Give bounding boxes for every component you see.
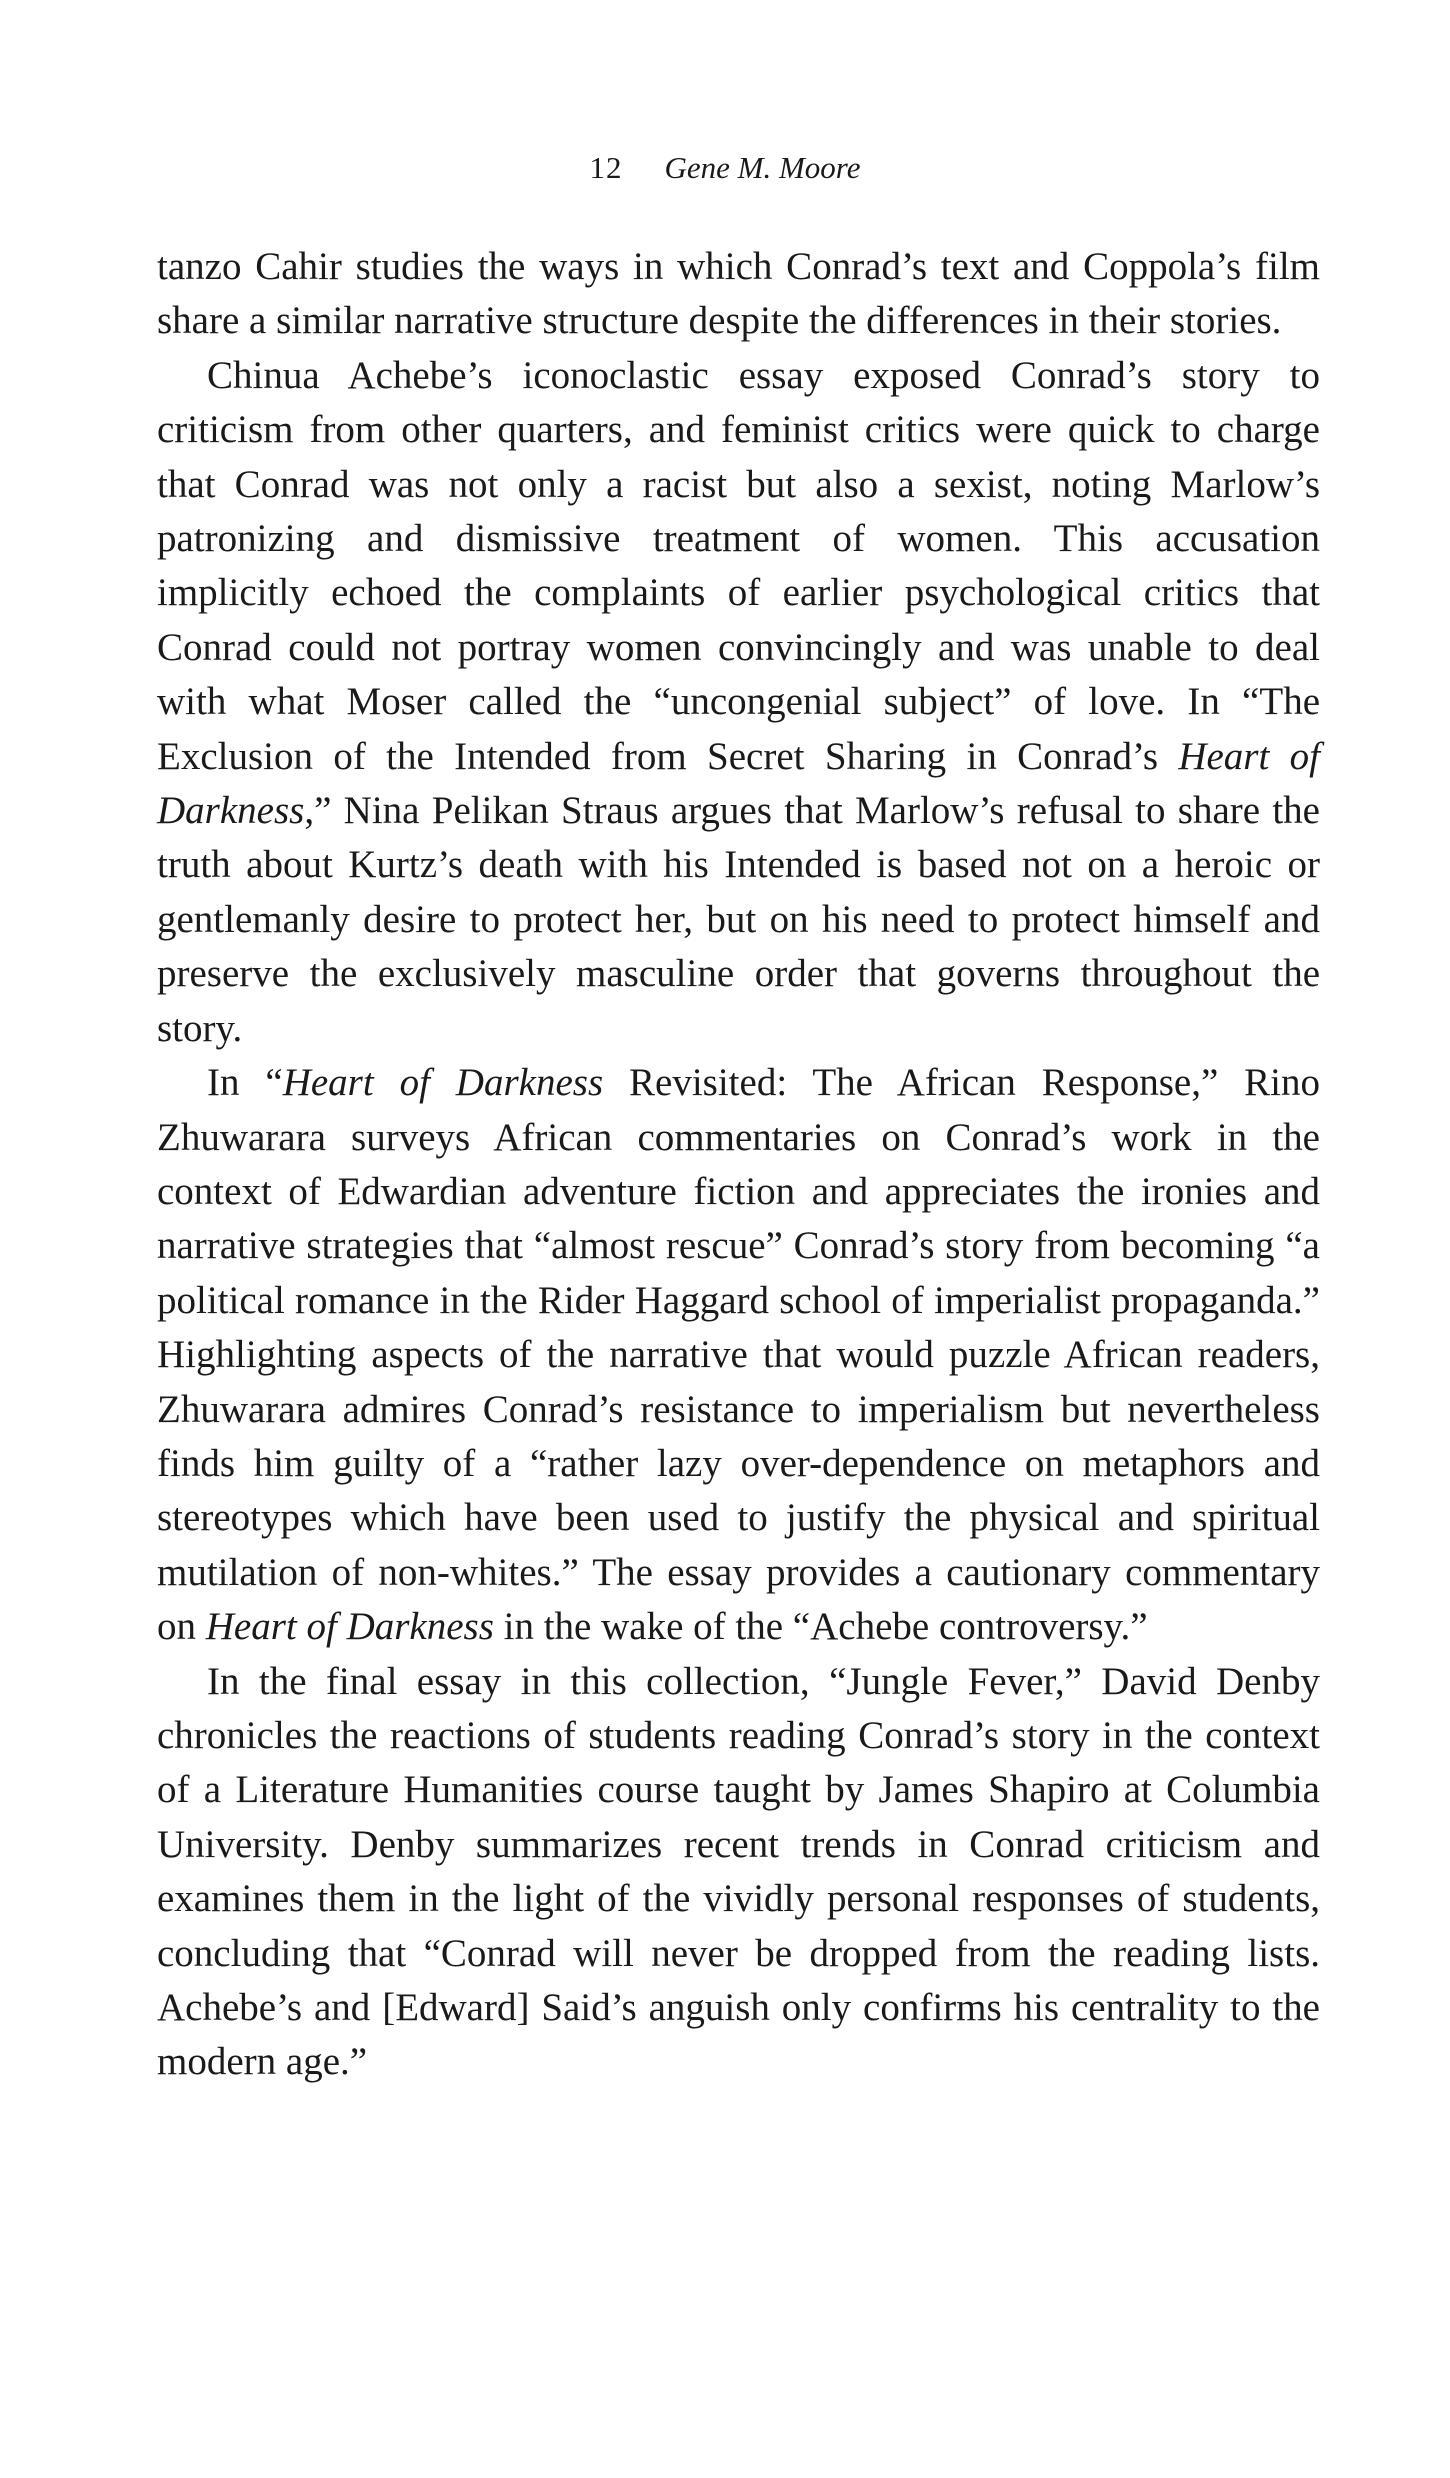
text-run: Revisited: The African Response,” Rino Zhuwarara surveys African commentaries on Conrad’s work in the context of Edwardian adventure fiction and appreciates the ironies and narrative strategies that “almost rescue” Conrad’s story from becoming “a political romance in the Rider Haggard school of imperialist propaganda.” Highlighting aspects of the narrative that would puzzle African readers, Zhuwarara admires Conrad’s resistance to imperialism but nevertheless finds him guilty of a “rather lazy over-dependence on metaphors and stereotypes which have been used to justify the physical and spiritual mutilation of non-whites.” The essay provides a cautionary commentary on (157, 1061, 1320, 1649)
page-number: 12 (589, 150, 623, 185)
italic-title: Heart of Darkness (157, 734, 1320, 833)
text-run: tanzo Cahir studies the ways in which Conrad’s text and Coppola’s film share a similar narrative structure despite the differences in their stories. (157, 245, 1320, 343)
running-head (0, 148, 1450, 188)
text-run: in the wake of the “Achebe controversy.” (493, 1605, 1148, 1649)
running-head-author: Gene M. Moore (664, 150, 861, 185)
text-run: In the final essay in this collection, “Jungle Fever,” David Denby chronicles the reactions of students reading Conrad’s story in the context of a Literature Humanities course taught by James Shapiro at Columbia University. Denby summarizes recent trends in Conrad criticism and examines them in the light of the vividly personal responses of students, concluding that “Conrad will never be dropped from the reading lists. Achebe’s and [Edward] Said’s anguish only confirms his centrality to the modern age.” (157, 1659, 1320, 2084)
paragraph (157, 1655, 1320, 2090)
italic-title: Heart of Darkness (205, 1605, 494, 1649)
body-text (157, 240, 1320, 2090)
paragraph (157, 349, 1320, 1056)
paragraph (157, 1056, 1320, 1654)
text-run: In “ (207, 1061, 283, 1105)
italic-title: Heart of Darkness (282, 1061, 604, 1105)
paragraph (157, 240, 1320, 349)
text-run: ,” Nina Pelikan Straus argues that Marlow’s refusal to share the truth about Kurtz’s death with his Intended is based not on a heroic or gentlemanly desire to protect her, but on his need to protect himself and preserve the exclusively masculine order that governs throughout the story. (157, 789, 1320, 1050)
text-run: Chinua Achebe’s iconoclastic essay exposed Conrad’s story to criticism from other quarters, and feminist critics were quick to charge that Conrad was not only a racist but also a sexist, noting Marlow’s patronizing and dismissive treatment of women. This accusation implicitly echoed the complaints of earlier psychological critics that Conrad could not portray women convincingly and was unable to deal with what Moser called the “uncongenial subject” of love. In “The Exclusion of the Intended from Secret Sharing in Conrad’s (157, 353, 1320, 778)
